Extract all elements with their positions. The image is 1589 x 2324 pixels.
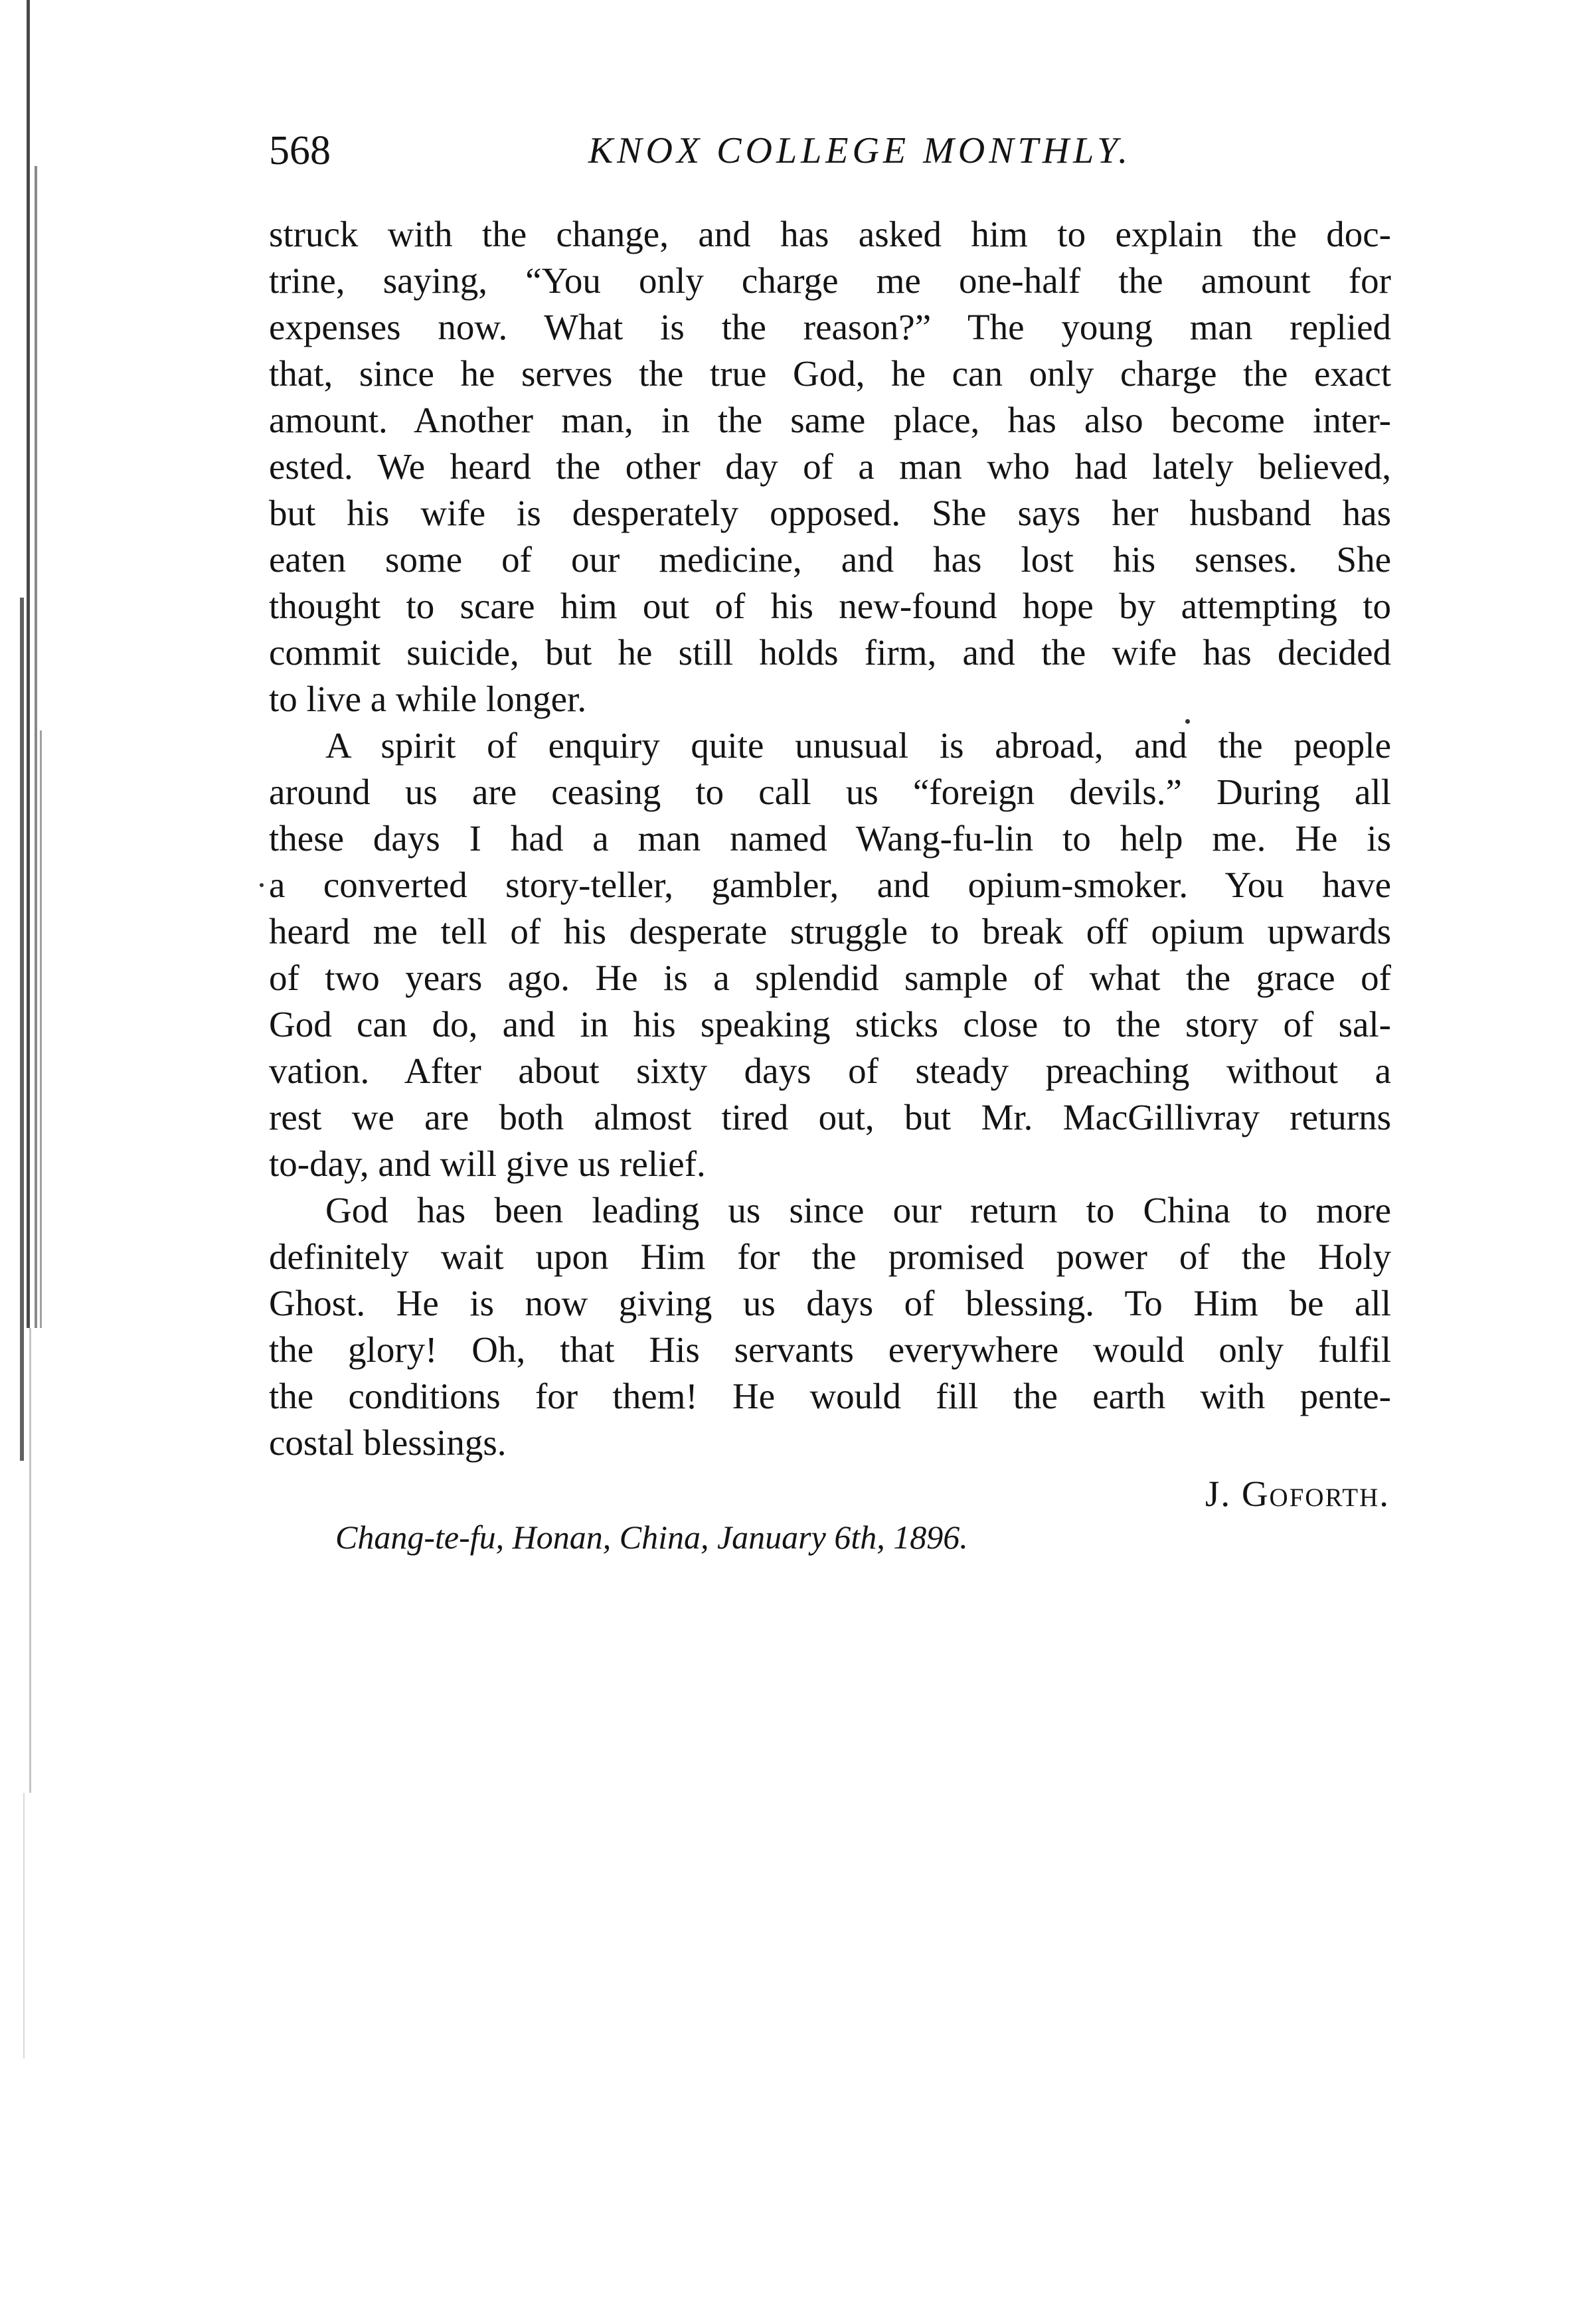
text-line: heard me tell of his desperate struggle to break off opium upwards: [269, 911, 1391, 952]
paragraph: [269, 211, 1391, 722]
text-line: these days I had a man named Wang-fu-lin to help me. He is: [269, 818, 1391, 859]
text-line: God has been leading us since our return to China to more: [325, 1190, 1391, 1230]
running-head: KNOX COLLEGE MONTHLY.: [588, 130, 1132, 171]
author-signature: J. Goforth.: [1205, 1473, 1390, 1514]
text-line: expenses now. What is the reason?” The young man replied: [269, 307, 1391, 347]
text-line: eaten some of our medicine, and has lost his senses. She: [269, 539, 1391, 580]
text-line: God can do, and in his speaking sticks close to the story of sal-: [269, 1004, 1391, 1044]
article-body: [269, 211, 1391, 1466]
text-line: commit suicide, but he still holds firm, and the wife has decided: [269, 632, 1391, 673]
text-line: vation. After about sixty days of steady preaching without a: [269, 1050, 1391, 1091]
text-line: to-day, and will give us relief.: [269, 1143, 706, 1184]
text-line: trine, saying, “You only charge me one-half the amount for: [269, 260, 1391, 301]
text-line: the glory! Oh, that His servants everywhere would only fulfil: [269, 1329, 1391, 1370]
text-line: rest we are both almost tired out, but Mr. MacGillivray returns: [269, 1097, 1391, 1137]
text-line: costal blessings.: [269, 1422, 507, 1463]
text-line: A spirit of enquiry quite unusual is abroad, and the people: [325, 725, 1391, 766]
binding-edge-shadow: [0, 0, 63, 2324]
text-line: Ghost. He is now giving us days of blessing. To Him be all: [269, 1283, 1391, 1323]
text-line: thought to scare him out of his new-found hope by attempting to: [269, 586, 1391, 626]
text-line: to live a while longer.: [269, 679, 587, 719]
text-line: around us are ceasing to call us “foreign devils.” During all: [269, 772, 1391, 812]
text-line: that, since he serves the true God, he can only charge the exact: [269, 353, 1391, 394]
text-line: a converted story-teller, gambler, and opium-smoker. You have: [269, 865, 1391, 905]
text-line: the conditions for them! He would fill the earth with pente-: [269, 1376, 1391, 1416]
page-header: [269, 121, 1391, 181]
paragraph: [269, 1187, 1391, 1466]
text-line: struck with the change, and has asked him to explain the doc-: [269, 214, 1391, 254]
text-line: amount. Another man, in the same place, has also become inter-: [269, 400, 1391, 440]
stray-mark: [260, 883, 264, 887]
dateline: Chang-te-fu, Honan, China, January 6th, 1896.: [335, 1519, 968, 1556]
page-number: 568: [269, 128, 331, 173]
paragraph: [269, 722, 1391, 1187]
text-line: of two years ago. He is a splendid sample of what the grace of: [269, 957, 1391, 998]
text-line: ested. We heard the other day of a man who had lately believed,: [269, 446, 1391, 487]
text-line: definitely wait upon Him for the promised power of the Holy: [269, 1236, 1391, 1277]
text-line: but his wife is desperately opposed. She says her husband has: [269, 493, 1391, 533]
